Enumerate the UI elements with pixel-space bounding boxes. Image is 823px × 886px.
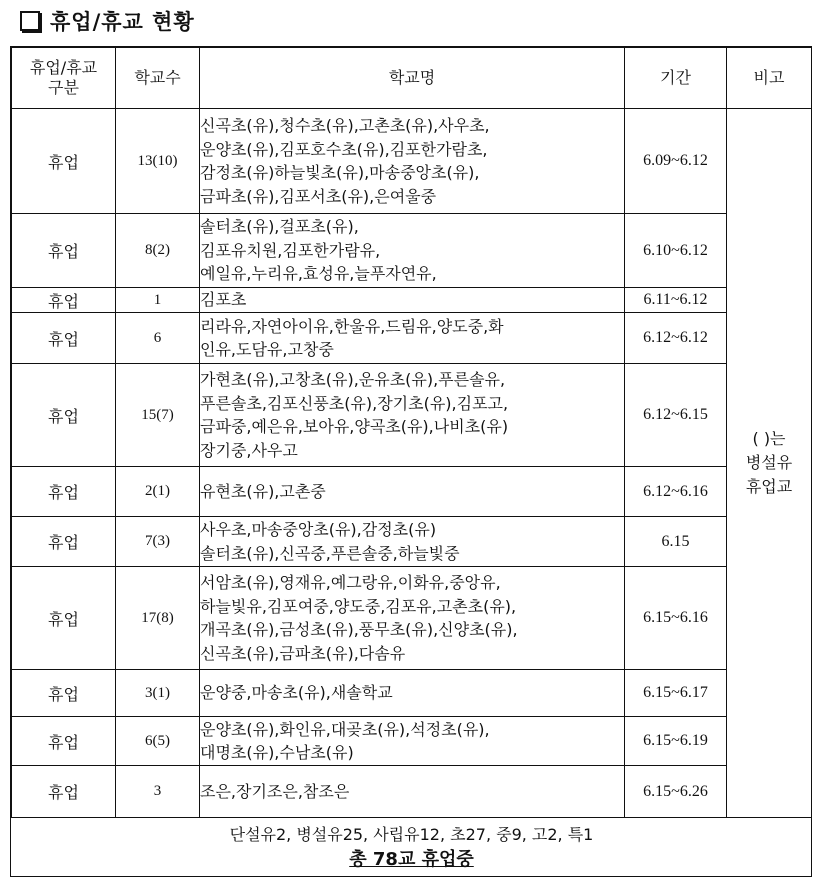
name-line: 대명초(유),수남초(유)	[200, 743, 354, 762]
row-period: 6.15	[625, 517, 727, 567]
name-line: 운양초(유),김포호수초(유),김포한가람초,	[200, 139, 488, 159]
table-row	[12, 670, 812, 717]
name-line: 하늘빛유,김포여중,양도중,김포유,고촌초(유),	[200, 596, 517, 616]
name-line: 서암초(유),영재유,예그랑유,이화유,중앙유,	[200, 573, 501, 592]
name-line: 가현초(유),고창초(유),운유초(유),푸른솔유,	[200, 370, 506, 389]
page-title: 휴업/휴교 현황	[50, 10, 195, 34]
page-heading	[20, 6, 195, 36]
name-line: 리라유,자연아이유,한울유,드림유,양도중,화	[200, 316, 504, 336]
row-period: 6.15~6.19	[625, 717, 727, 766]
name-line: 금파초(유),김포서초(유),은여울중	[200, 186, 437, 206]
row-count: 13(10)	[116, 109, 200, 214]
row-count: 3	[116, 766, 200, 818]
header-type-line2: 구분	[48, 78, 79, 97]
table-row	[12, 517, 812, 567]
row-type: 휴업	[12, 670, 116, 717]
row-count: 3(1)	[116, 670, 200, 717]
row-period: 6.12~6.16	[625, 467, 727, 517]
table-row	[12, 567, 812, 670]
row-count: 2(1)	[116, 467, 200, 517]
row-type: 휴업	[12, 109, 116, 214]
table-row	[12, 288, 812, 313]
table-row	[12, 364, 812, 467]
name-line: 금파중,예은유,보아유,양곡초(유),나비초(유)	[200, 417, 509, 436]
note-cell	[727, 109, 812, 818]
name-line: 운양중,마송초(유),새솔학교	[200, 683, 393, 703]
row-count: 6(5)	[116, 717, 200, 766]
row-type: 휴업	[12, 717, 116, 766]
row-names	[200, 766, 625, 818]
name-line: 김포초	[200, 290, 247, 310]
name-line: 신곡초(유),청수초(유),고촌초(유),사우초,	[200, 116, 490, 135]
row-names	[200, 517, 625, 567]
row-type: 휴업	[12, 766, 116, 818]
table-row	[12, 214, 812, 288]
name-line: 조은,장기조은,참조은	[200, 781, 350, 801]
row-names	[200, 467, 625, 517]
row-names	[200, 109, 625, 214]
name-line: 감정초(유)하늘빛초(유),마송중앙초(유),	[200, 163, 480, 182]
row-names	[200, 717, 625, 766]
total-text: 총 78교 휴업중	[349, 849, 474, 870]
name-line: 유현초(유),고촌중	[200, 481, 326, 501]
name-line: 사우초,마송중앙초(유),감정초(유)	[200, 520, 437, 539]
row-period: 6.09~6.12	[625, 109, 727, 214]
header-names: 학교명	[200, 48, 625, 109]
header-type	[12, 48, 116, 109]
row-period: 6.10~6.12	[625, 214, 727, 288]
row-period: 6.12~6.15	[625, 364, 727, 467]
header-note: 비고	[727, 48, 812, 109]
note-line: 병설유	[745, 453, 793, 472]
name-line: 인유,도담유,고창중	[200, 340, 334, 359]
name-line: 푸른솔초,김포신풍초(유),장기초(유),김포고,	[200, 393, 509, 413]
checkbox-square-icon	[20, 11, 40, 31]
row-names	[200, 313, 625, 364]
row-type: 휴업	[12, 567, 116, 670]
row-count: 1	[116, 288, 200, 313]
row-type: 휴업	[12, 364, 116, 467]
row-count: 7(3)	[116, 517, 200, 567]
table-row	[12, 717, 812, 766]
row-type: 휴업	[12, 517, 116, 567]
note-line: ( )는	[752, 429, 786, 448]
header-count: 학교수	[116, 48, 200, 109]
name-line: 예일유,누리유,효성유,늘푸자연유,	[200, 264, 437, 284]
name-line: 김포유치원,김포한가람유,	[200, 240, 381, 260]
table-row	[12, 467, 812, 517]
row-names	[200, 214, 625, 288]
row-names	[200, 670, 625, 717]
closure-status-table	[11, 47, 812, 878]
note-line: 휴업교	[745, 477, 793, 496]
name-line: 솔터초(유),걸포초(유),	[200, 217, 359, 237]
status-table-frame	[10, 46, 812, 877]
name-line: 개곡초(유),금성초(유),풍무초(유),신양초(유),	[200, 620, 518, 639]
row-type: 휴업	[12, 214, 116, 288]
row-period: 6.15~6.26	[625, 766, 727, 818]
header-type-line1: 휴업/휴교	[29, 58, 98, 77]
row-count: 8(2)	[116, 214, 200, 288]
row-type: 휴업	[12, 313, 116, 364]
row-names	[200, 288, 625, 313]
table-row	[12, 313, 812, 364]
row-type: 휴업	[12, 288, 116, 313]
name-line: 장기중,사우고	[200, 440, 298, 460]
row-names	[200, 364, 625, 467]
header-period: 기간	[625, 48, 727, 109]
summary-cell	[12, 818, 812, 879]
row-period: 6.15~6.16	[625, 567, 727, 670]
row-count: 17(8)	[116, 567, 200, 670]
row-period: 6.11~6.12	[625, 288, 727, 313]
row-count: 15(7)	[116, 364, 200, 467]
name-line: 신곡초(유),금파초(유),다솜유	[200, 643, 406, 663]
name-line: 운양초(유),화인유,대곶초(유),석정초(유),	[200, 719, 490, 739]
summary-text: 단설유2, 병설유25, 사립유12, 초27, 중9, 고2, 특1	[229, 825, 594, 844]
table-row	[12, 109, 812, 214]
row-period: 6.12~6.12	[625, 313, 727, 364]
row-period: 6.15~6.17	[625, 670, 727, 717]
row-count: 6	[116, 313, 200, 364]
row-type: 휴업	[12, 467, 116, 517]
row-names	[200, 567, 625, 670]
table-row	[12, 766, 812, 818]
summary-row	[12, 818, 812, 879]
name-line: 솔터초(유),신곡중,푸른솔중,하늘빛중	[200, 543, 460, 563]
table-header-row	[12, 48, 812, 109]
